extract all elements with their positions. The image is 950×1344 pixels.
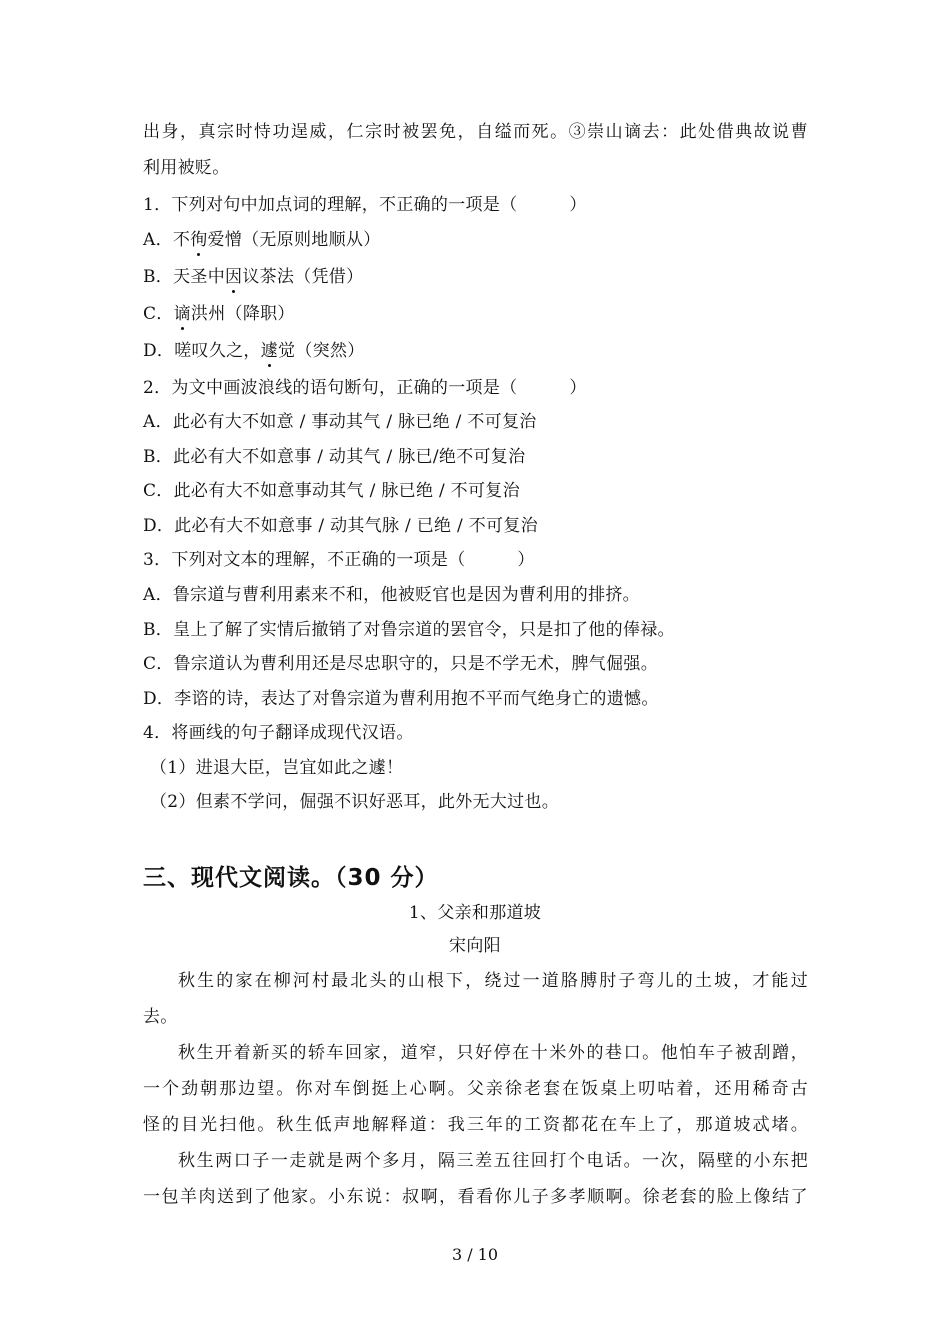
q4-stem: 4．将画线的句子翻译成现代汉语。 <box>143 723 414 743</box>
paragraph-1-line-1: 秋生的家在柳河村最北头的山根下，绕过一道胳膊肘子弯儿的土坡，才能过 <box>178 971 808 991</box>
q4-sentence-1: （1）进退大臣，岂宜如此之遽！ <box>150 758 404 778</box>
section-heading: 三、现代文阅读。（30 分） <box>143 865 439 891</box>
paragraph-3-line-1: 秋生两口子一走就是两个多月，隔三差五往回打个电话。一次，隔壁的小东把 <box>178 1151 808 1171</box>
paragraph-1-line-2: 去。 <box>143 1007 178 1027</box>
q1-option-c: C．谪洪州（降职） <box>143 304 295 324</box>
q1-option-d: D．嗟叹久之，遽觉（突然） <box>143 341 365 361</box>
article-title: 1、父亲和那道坡 <box>408 903 542 923</box>
q3-option-a: A．鲁宗道与曹利用素来不和，他被贬官也是因为曹利用的排挤。 <box>143 585 640 605</box>
q2-option-d: D．此必有大不如意事 / 动其气脉 / 已绝 / 不可复治 <box>143 516 538 536</box>
q2-option-a: A．此必有大不如意 / 事动其气 / 脉已绝 / 不可复治 <box>143 412 537 432</box>
q2-option-b: B．此必有大不如意事 / 动其气 / 脉已/绝不可复治 <box>143 447 526 467</box>
q2-option-c: C．此必有大不如意事动其气 / 脉已绝 / 不可复治 <box>143 481 520 501</box>
article-author: 宋向阳 <box>449 936 501 956</box>
emphasis-dot-char: 遽 <box>260 341 279 361</box>
emphasis-dot-char: 谪 <box>173 304 191 324</box>
q2-stem: 2．为文中画波浪线的语句断句，正确的一项是（ ） <box>143 378 587 398</box>
q3-stem: 3．下列对文本的理解，不正确的一项是（ ） <box>143 550 535 570</box>
intro-line-1: 出身，真宗时恃功逞威，仁宗时被罢免，自缢而死。③崇山谪去：此处借典故说曹 <box>143 122 808 142</box>
page-number: 3 / 10 <box>451 1245 499 1264</box>
emphasis-dot-char: 因 <box>225 267 243 287</box>
paragraph-2-line-3: 怪的目光扫他。秋生低声地解释道：我三年的工资都花在车上了，那道坡忒堵。 <box>143 1115 808 1135</box>
q1-option-b: B．天圣中因议茶法（凭借） <box>143 267 364 287</box>
q3-option-c: C．鲁宗道认为曹利用还是尽忠职守的，只是不学无术，脾气倔强。 <box>143 654 659 674</box>
intro-line-2: 利用被贬。 <box>143 158 230 178</box>
q3-option-b: B．皇上了解了实情后撤销了对鲁宗道的罢官令，只是扣了他的俸禄。 <box>143 620 675 640</box>
paragraph-3-line-2: 一包羊肉送到了他家。小东说：叔啊，看看你儿子多孝顺啊。徐老套的脸上像结了 <box>143 1187 808 1207</box>
paragraph-2-line-1: 秋生开着新买的轿车回家，道窄，只好停在十米外的巷口。他怕车子被刮蹭， <box>178 1043 808 1063</box>
paragraph-2-line-2: 一个劲朝那边望。你对车倒挺上心啊。父亲徐老套在饭桌上叨咕着，还用稀奇古 <box>143 1079 808 1099</box>
q1-option-a: A．不徇爱憎（无原则地顺从） <box>143 230 381 250</box>
q1-stem: 1．下列对句中加点词的理解，不正确的一项是（ ） <box>143 195 587 215</box>
q3-option-d: D．李谘的诗，表达了对鲁宗道为曹利用抱不平而气绝身亡的遗憾。 <box>143 689 659 709</box>
emphasis-dot-char: 徇 <box>190 230 208 250</box>
q4-sentence-2: （2）但素不学问，倔强不识好恶耳，此外无大过也。 <box>150 792 560 812</box>
